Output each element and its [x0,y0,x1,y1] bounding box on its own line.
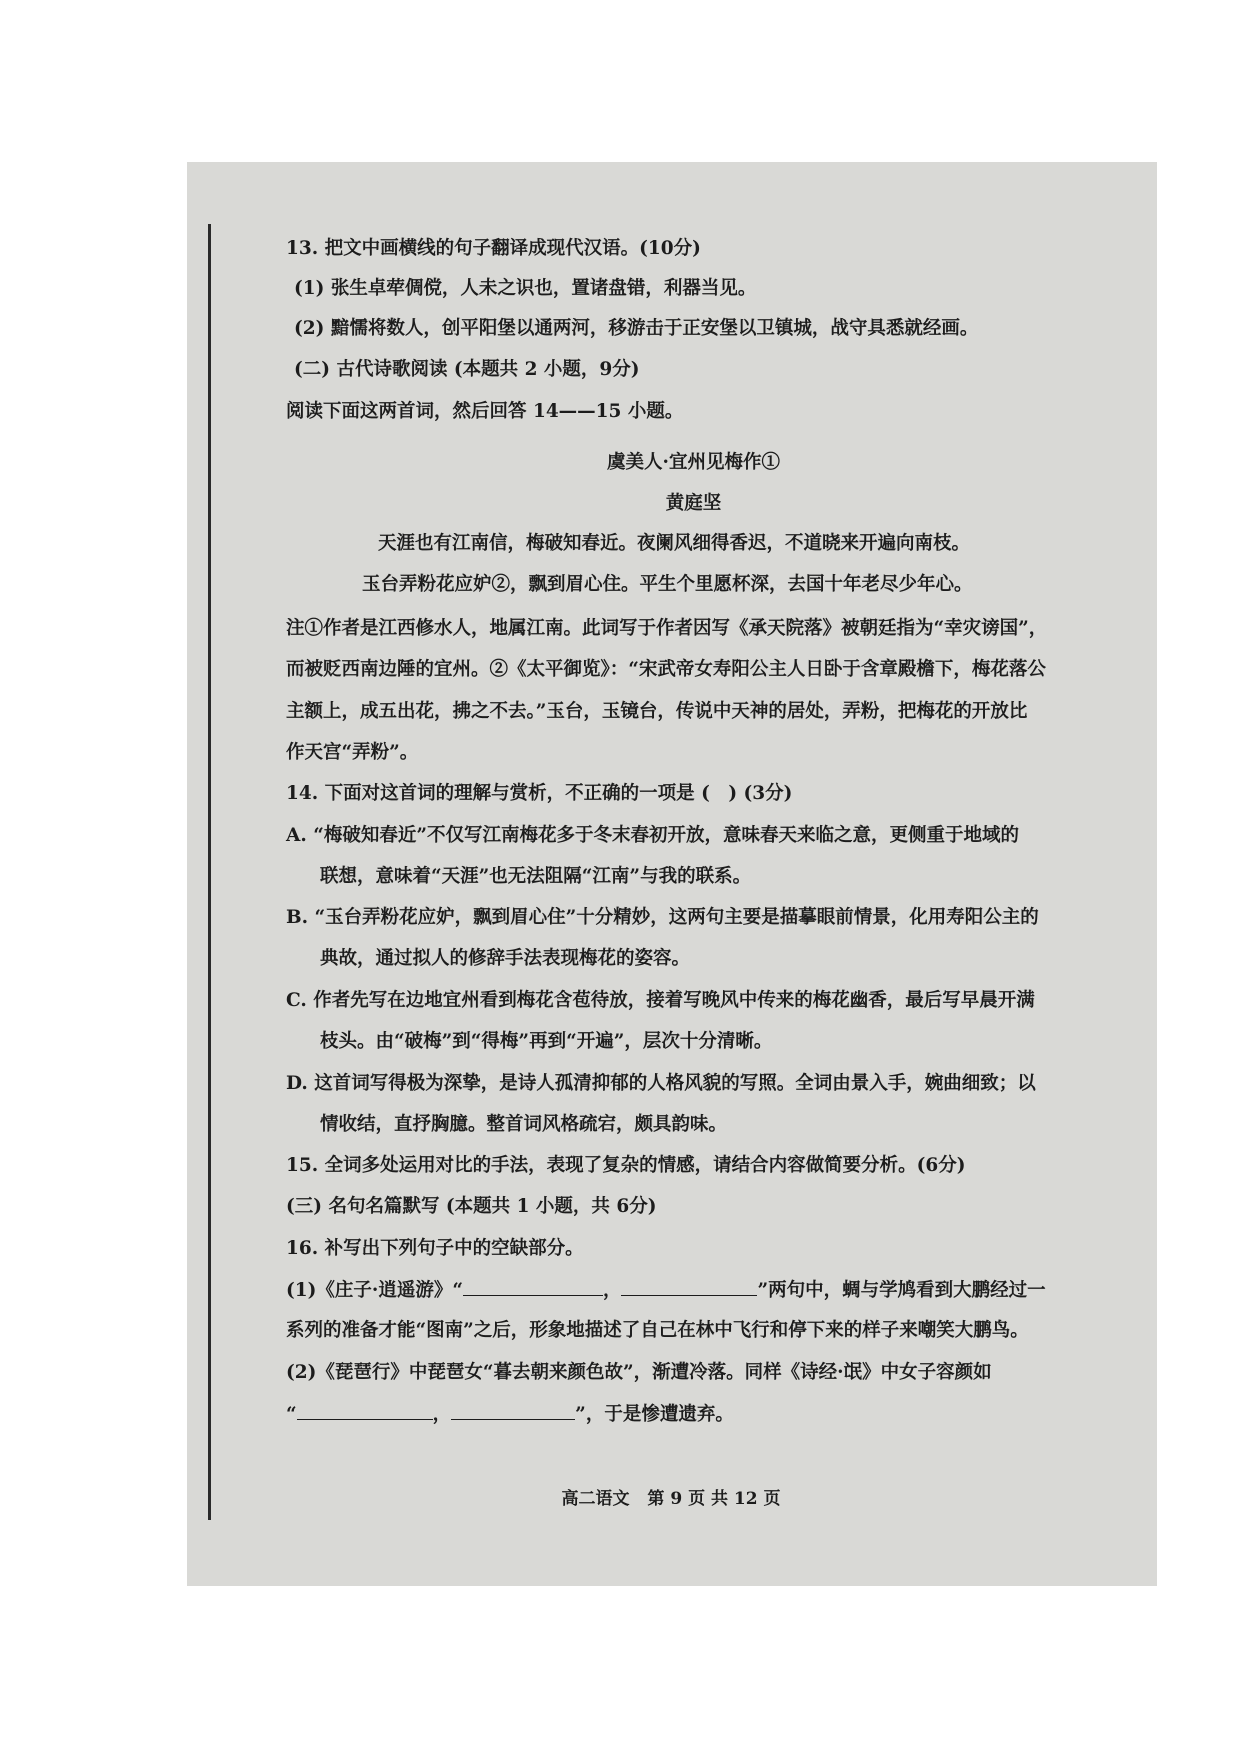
q14-option-c: C. 作者先写在边地宜州看到梅花含苞待放，接着写晚风中传来的梅花幽香，最后写早晨开满 [286,990,1035,1011]
q16-part-1-start: (1)《庄子·逍遥游》“ [286,1280,463,1301]
footer-page-number: 第 9 页 共 12 页 [647,1489,781,1509]
q16-part-2-cont [286,1401,734,1428]
q16-part-1 [286,1277,1046,1304]
q16-part-2: (2)《琵琶行》中琵琶女“暮去朝来颜色故”，渐遭冷落。同样《诗经·氓》中女子容颜如 [286,1362,992,1383]
q16-stem: 16. 补写出下列句子中的空缺部分。 [286,1238,584,1259]
q14-option-c-cont: 枝头。由“破梅”到“得梅”再到“开遍”，层次十分清晰。 [320,1031,773,1052]
note-line-3: 主额上，成五出花，拂之不去。”玉台，玉镜台，传说中天神的居处，弄粉，把梅花的开放比 [286,701,1028,722]
answer-blank[interactable] [297,1401,433,1420]
q14-option-b-cont: 典故，通过拟人的修辞手法表现梅花的姿容。 [320,948,691,969]
q14-stem: 14. 下面对这首词的理解与赏析，不正确的一项是 ( ) (3分) [286,783,793,804]
poem-line-2: 玉台弄粉花应妒②，飘到眉心住。平生个里愿杯深，去国十年老尽少年心。 [362,574,973,595]
answer-blank[interactable] [451,1401,575,1420]
note-line-2: 而被贬西南边陲的宜州。②《太平御览》：“宋武帝女寿阳公主人日卧于含章殿檐下，梅花落公 [286,659,1046,680]
poem-title: 虞美人·宜州见梅作① [607,452,780,473]
q14-option-d: D. 这首词写得极为深挚，是诗人孤清抑郁的人格风貌的写照。全词由景入手，婉曲细致；以 [286,1073,1036,1094]
note-line-4: 作天宫“弄粉”。 [286,742,419,763]
note-line-1: 注①作者是江西修水人，地属江南。此词写于作者因写《承天院落》被朝廷指为“幸灾谤国”， [286,618,1048,639]
section-3-heading: (三) 名句名篇默写 (本题共 1 小题，共 6分) [286,1196,657,1217]
binding-line [208,224,211,1520]
q13-sentence-1: (1) 张生卓荦倜傥，人未之识也，置诸盘错，利器当见。 [294,278,757,299]
q16-part-1-end: ”两句中，蜩与学鸠看到大鹏经过一 [757,1280,1046,1301]
q14-option-a: A. “梅破知春近”不仅写江南梅花多于冬末春初开放，意味春天来临之意，更侧重于地域的 [286,825,1020,846]
answer-blank[interactable] [621,1277,757,1296]
section-2-heading: (二) 古代诗歌阅读 (本题共 2 小题，9分) [294,359,640,380]
q15-stem: 15. 全词多处运用对比的手法，表现了复杂的情感，请结合内容做简要分析。(6分) [286,1155,966,1176]
poem-author: 黄庭坚 [665,493,722,514]
answer-blank[interactable] [463,1277,603,1296]
page-footer [186,1484,1156,1509]
q14-option-d-cont: 情收结，直抒胸臆。整首词风格疏宕，颇具韵味。 [320,1114,728,1135]
q16-part-1-sep: ， [602,1280,622,1301]
poem-line-1: 天涯也有江南信，梅破知春近。夜阑风细得香迟，不道晓来开遍向南枝。 [378,533,971,554]
q16-part-1-cont: 系列的准备才能“图南”之后，形象地描述了自己在林中飞行和停下来的样子来嘲笑大鹏鸟。 [286,1320,1029,1341]
q16-part-2-end: ”，于是惨遭遗弃。 [575,1404,734,1425]
q16-part-2-sep: ， [432,1404,452,1425]
q14-option-b: B. “玉台弄粉花应妒，飘到眉心住”十分精妙，这两句主要是描摹眼前情景，化用寿阳公主的 [286,907,1039,928]
q13-stem: 13. 把文中画横线的句子翻译成现代汉语。(10分) [286,238,701,259]
section-2-intro: 阅读下面这两首词，然后回答 14——15 小题。 [286,401,684,422]
q16-part-2-start: “ [286,1404,297,1425]
q13-sentence-2: (2) 黯懦将数人，创平阳堡以通两河，移游击于正安堡以卫镇城，战守具悉就经画。 [294,318,979,339]
q14-option-a-cont: 联想，意味着“天涯”也无法阻隔“江南”与我的联系。 [320,866,752,887]
footer-subject: 高二语文 [561,1489,630,1509]
